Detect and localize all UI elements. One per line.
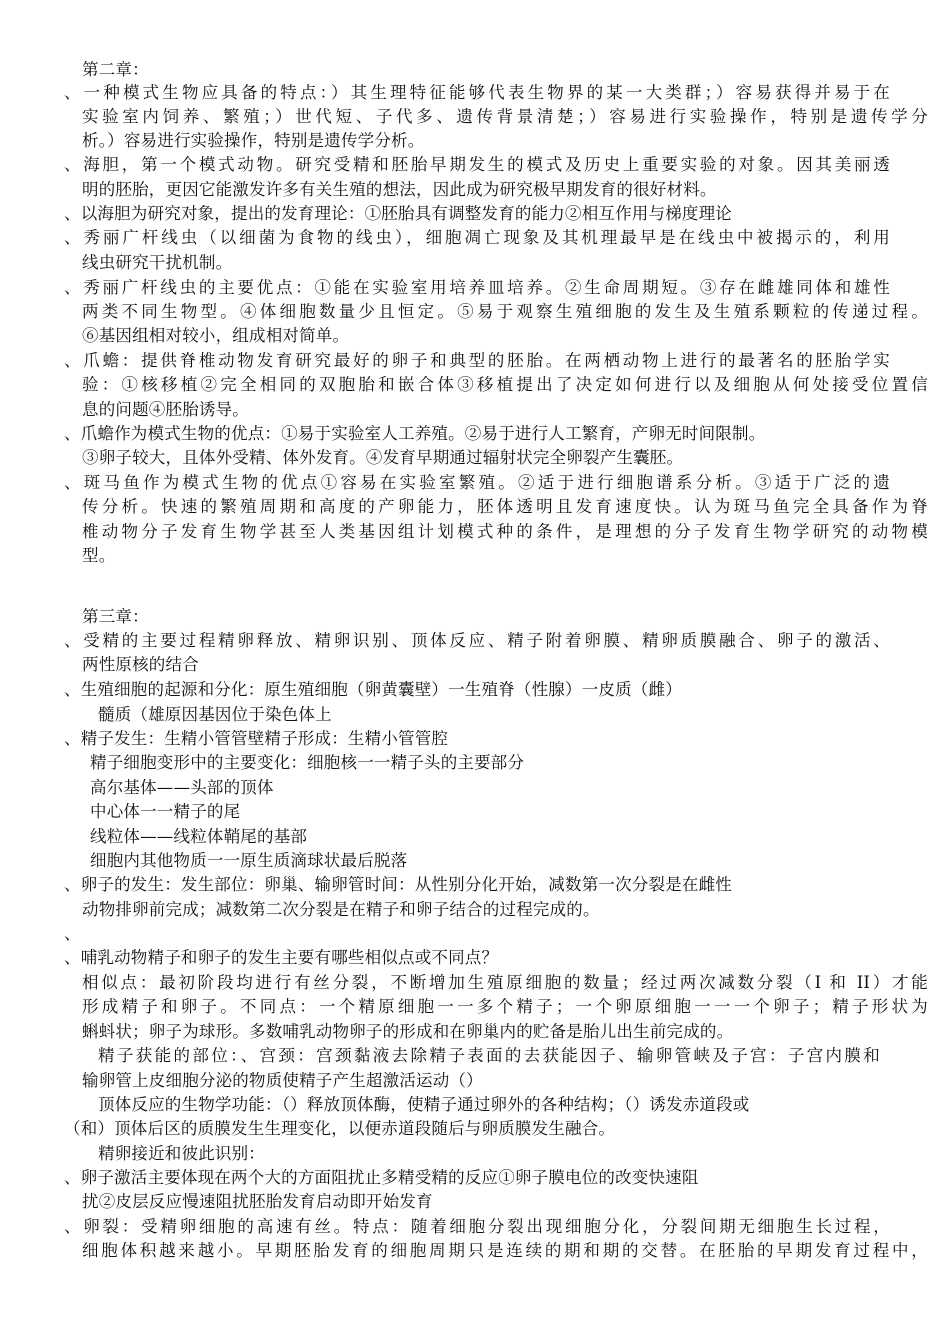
text-line: 、以海胆为研究对象，提出的发育理论：①胚胎具有调整发育的能力②相互作用与梯度理论: [64, 204, 732, 223]
text-line: 、受精的主要过程精卵释放、精卵识别、顶体反应、精子附着卵膜、精卵质膜融合、卵子的激活、: [64, 631, 890, 650]
text-line: 相似点：最初阶段均进行有丝分裂，不断增加生殖原细胞的数量；经过两次减数分裂（I 和 II）才能: [82, 973, 928, 992]
text-line: 、秀丽广杆线虫（以细菌为食物的线虫），细胞凋亡现象及其机理最早是在线虫中被揭示的，利用: [64, 228, 890, 247]
text-line: 明的胚胎，更因它能激发许多有关生殖的想法，因此成为研究极早期发育的很好材料。: [82, 180, 717, 199]
text-line: 细胞体积越来越小。早期胚胎发育的细胞周期只是连续的期和期的交替。在胚胎的早期发育过程中，: [82, 1241, 928, 1260]
text-line: 形成精子和卵子。不同点：一个精原细胞一一多个精子；一个卵原细胞一一一个卵子；精子形状为: [82, 997, 928, 1016]
text-line: 、一种模式生物应具备的特点：）其生理特征能够代表生物界的某一大类群；）容易获得并易于在: [64, 83, 890, 102]
text-line: 中心体一一精子的尾: [90, 802, 241, 821]
text-line: 验：①核移植②完全相同的双胞胎和嵌合体③移植提出了决定如何进行以及细胞从何处接受位置信: [82, 375, 928, 394]
text-line: 、卵子激活主要体现在两个大的方面阻扰止多精受精的反应①卵子膜电位的改变快速阻: [64, 1168, 699, 1187]
text-line: 析。）容易进行实验操作，特别是遗传学分析。: [82, 131, 425, 150]
text-line: 传分析。快速的繁殖周期和高度的产卵能力，胚体透明且发育速度快。认为斑马鱼完全具备作为脊: [82, 497, 928, 516]
text-line: 、: [64, 924, 81, 943]
text-line: ⑥基因组相对较小，组成相对简单。: [82, 326, 350, 345]
text-line: 、生殖细胞的起源和分化：原生殖细胞（卵黄囊壁）一生殖脊（性腺）一皮质（雌）: [64, 680, 682, 699]
text-line: 精子获能的部位：、宫颈：宫颈黏液去除精子表面的去获能因子、输卵管峡及子宫：子宫内膜和: [98, 1046, 880, 1065]
text-line: ③卵子较大，且体外受精、体外发育。④发育早期通过辐射状完全卵裂产生囊胚。: [82, 448, 684, 467]
text-line: 实验室内饲养、繁殖；）世代短、子代多、遗传背景清楚；）容易进行实验操作，特别是遗传学分: [82, 107, 928, 126]
text-line: 线粒体——线粒体鞘尾的基部: [90, 827, 308, 846]
text-line: 顶体反应的生物学功能：（）释放顶体酶，使精子通过卵外的各种结构；（）诱发赤道段或: [98, 1095, 750, 1114]
text-line: 、精子发生：生精小管管壁精子形成：生精小管管腔: [64, 729, 449, 748]
text-line: 两类不同生物型。④体细胞数量少且恒定。⑤易于观察生殖细胞的发生及生殖系颗粒的传递过程。: [82, 302, 928, 321]
text-line: 椎动物分子发育生物学甚至人类基因组计划模式种的条件，是理想的分子发育生物学研究的动物模: [82, 522, 928, 541]
text-line: 、哺乳动物精子和卵子的发生主要有哪些相似点或不同点？: [64, 948, 499, 967]
text-line: 高尔基体——头部的顶体: [90, 778, 274, 797]
text-line: 、爪蟾作为模式生物的优点：①易于实验室人工养殖。②易于进行人工繁育，产卵无时间限制。: [64, 424, 766, 443]
text-line: 输卵管上皮细胞分泌的物质使精子产生超激活运动（）: [82, 1071, 483, 1090]
text-line: （和）顶体后区的质膜发生生理变化，以便赤道段随后与卵质膜发生融合。: [64, 1119, 616, 1138]
text-line: 细胞内其他物质一一原生质滴球状最后脱落: [90, 851, 408, 870]
text-line: 、秀丽广杆线虫的主要优点：①能在实验室用培养皿培养。②生命周期短。③存在雌雄同体和雄性: [64, 278, 890, 297]
text-line: 动物排卵前完成；减数第二次分裂是在精子和卵子结合的过程完成的。: [82, 900, 600, 919]
text-line: 型。: [82, 546, 116, 565]
text-line: 线虫研究干扰机制。: [82, 253, 233, 272]
text-line: 、斑马鱼作为模式生物的优点①容易在实验室繁殖。②适于进行细胞谱系分析。③适于广泛的遗: [64, 473, 890, 492]
chapter-2-heading: 第二章：: [82, 60, 149, 79]
text-line: 、海胆，第一个模式动物。研究受精和胚胎早期发生的模式及历史上重要实验的对象。因其美丽透: [64, 155, 890, 174]
text-line: 、卵裂：受精卵细胞的高速有丝。特点：随着细胞分裂出现细胞分化，分裂间期无细胞生长过程，: [64, 1217, 890, 1236]
text-line: 、卵子的发生：发生部位：卵巢、输卵管时间：从性别分化开始，减数第一次分裂是在雌性: [64, 875, 732, 894]
text-line: 蝌蚪状；卵子为球形。多数哺乳动物卵子的形成和在卵巢内的贮备是胎儿出生前完成的。: [82, 1022, 734, 1041]
text-line: 息的问题④胚胎诱导。: [82, 400, 249, 419]
text-line: 精卵接近和彼此识别：: [98, 1144, 265, 1163]
text-line: 扰②皮层反应慢速阻扰胚胎发育启动即开始发育: [82, 1192, 433, 1211]
text-line: 、爪蟾：提供脊椎动物发育研究最好的卵子和典型的胚胎。在两栖动物上进行的最著名的胚胎学实: [64, 351, 890, 370]
text-line: 髓质（雄原因基因位于染色体上: [98, 705, 332, 724]
text-line: 两性原核的结合: [82, 655, 199, 674]
chapter-3-heading: 第三章：: [82, 607, 149, 626]
text-line: 精子细胞变形中的主要变化：细胞核一一精子头的主要部分: [90, 753, 525, 772]
